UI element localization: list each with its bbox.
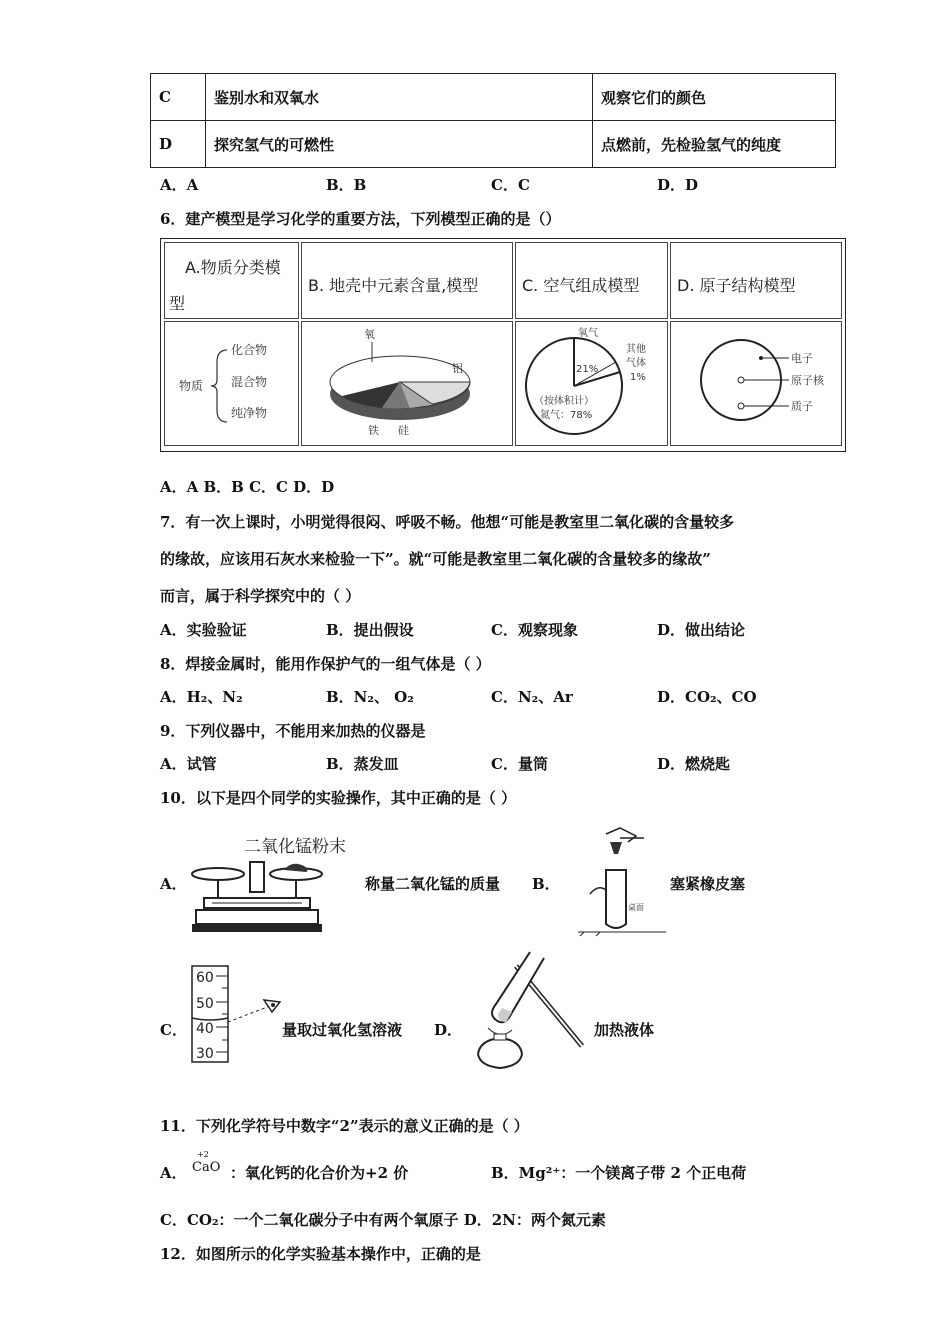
test-tube-stopper-icon	[576, 824, 668, 938]
q10-option-c-text: 量取过氧化氢溶液	[282, 1021, 403, 1039]
q6-model-table	[160, 238, 846, 452]
air-oxygen-pct: 21%	[576, 364, 599, 375]
crust-label-aluminum: 铝	[452, 362, 463, 375]
class-item-3: 纯净物	[231, 406, 268, 420]
q10-stem: 10．以下是四个同学的实验操作，其中正确的是（ ）	[160, 789, 517, 807]
q9-option-d[interactable]: D．燃烧匙	[657, 755, 731, 773]
q6-header-b	[301, 242, 513, 319]
cylinder-tick-30: 30	[196, 1046, 214, 1062]
table-row	[151, 121, 836, 168]
table-row	[151, 74, 836, 121]
air-other-pct: 1%	[630, 372, 646, 383]
q10-option-d-letter[interactable]: D．	[434, 1021, 463, 1039]
class-root: 物质	[179, 379, 204, 393]
q7-line2: 的缘故，应该用石灰水来检验一下”。就“可能是教室里二氧化碳的含量较多的缘故”	[160, 550, 711, 568]
q6-header-c	[515, 242, 668, 319]
q6-header-c-text: C. 空气组成模型	[522, 276, 640, 295]
q7-option-d[interactable]: D．做出结论	[657, 621, 746, 639]
atom-label-electron: 电子	[791, 352, 813, 365]
crust-label-iron: 铁	[368, 424, 379, 437]
crust-pie-chart	[302, 322, 512, 445]
q8-option-b[interactable]: B．N₂、 O₂	[326, 688, 414, 706]
q11-stem: 11．下列化学符号中数字“2”表示的意义正确的是（ ）	[160, 1117, 529, 1135]
q6-crust-model	[301, 321, 513, 446]
q6-header-d-text: D. 原子结构模型	[677, 276, 796, 295]
q5-row-d-task: 探究氢气的可燃性	[206, 121, 593, 168]
q5-option-a[interactable]: A．A	[160, 176, 199, 194]
q10-option-c-letter[interactable]: C．	[160, 1021, 187, 1039]
q5-row-d-method: 点燃前，先检验氢气的纯度	[593, 121, 836, 168]
q8-option-d[interactable]: D．CO₂、CO	[657, 688, 757, 706]
q11-option-a-text: ：氧化钙的化合价为+2 价	[230, 1164, 409, 1182]
air-other-label2: 气体	[626, 358, 646, 369]
q10-option-b-text: 塞紧橡皮塞	[670, 875, 746, 893]
class-item-2: 混合物	[231, 375, 268, 389]
q11-option-cd[interactable]: C．CO₂：一个二氧化碳分子中有两个氧原子 D．2N：两个氮元素	[160, 1211, 606, 1229]
q5-table	[150, 73, 836, 168]
air-pie-chart	[516, 322, 667, 445]
q5-row-d-letter: D	[151, 121, 206, 168]
desk-label: 桌面	[628, 903, 644, 912]
q11-option-b[interactable]: B．Mg²⁺：一个镁离子带 2 个正电荷	[491, 1164, 747, 1182]
q10-powder-label: 二氧化锰粉末	[244, 837, 346, 857]
q5-option-b[interactable]: B．B	[326, 176, 367, 194]
q9-option-b[interactable]: B．蒸发皿	[326, 755, 399, 773]
q8-stem: 8．焊接金属时，能用作保护气的一组气体是（ ）	[160, 655, 491, 673]
q9-option-c[interactable]: C．量筒	[491, 755, 548, 773]
q6-atom-model	[670, 321, 842, 446]
q11-option-a-superscript: +2	[197, 1150, 209, 1159]
q6-classification-model	[164, 321, 299, 446]
q6-header-d	[670, 242, 842, 319]
q7-option-a[interactable]: A．实验验证	[160, 621, 247, 639]
q5-row-c-task: 鉴别水和双氧水	[206, 74, 593, 121]
q9-option-a[interactable]: A．试管	[160, 755, 217, 773]
cylinder-tick-60: 60	[196, 970, 214, 986]
q10-option-a-text: 称量二氧化锰的质量	[365, 875, 501, 893]
q5-row-c-letter: C	[151, 74, 206, 121]
q11-option-a-formula: CaO	[192, 1160, 221, 1175]
q10-option-d-text: 加热液体	[594, 1021, 655, 1039]
q7-option-c[interactable]: C．观察现象	[491, 621, 578, 639]
q6-header-a-line1: A.物质分类模	[185, 258, 281, 277]
q7-line3: 而言，属于科学探究中的（ ）	[160, 587, 361, 605]
class-item-1: 化合物	[231, 343, 268, 357]
heating-liquid-icon	[460, 950, 590, 1074]
atom-diagram	[671, 322, 841, 445]
q6-air-model	[515, 321, 668, 446]
air-note: （按体积计）	[534, 396, 594, 407]
q5-option-c[interactable]: C．C	[491, 176, 530, 194]
balance-icon	[188, 852, 328, 936]
cylinder-tick-50: 50	[196, 996, 214, 1012]
air-oxygen-label: 氧气	[578, 328, 598, 339]
q6-header-b-text: B. 地壳中元素含量,模型	[308, 276, 479, 295]
q7-line1: 7．有一次上课时，小明觉得很闷、呼吸不畅。他想“可能是教室里二氧化碳的含量较多	[160, 513, 735, 531]
q11-option-a-letter[interactable]: A．	[160, 1164, 187, 1182]
q9-stem: 9．下列仪器中，不能用来加热的仪器是	[160, 722, 426, 740]
q8-option-c[interactable]: C．N₂、Ar	[491, 688, 573, 706]
q5-option-d[interactable]: D．D	[657, 176, 699, 194]
q12-stem: 12．如图所示的化学实验基本操作中，正确的是	[160, 1245, 481, 1263]
air-nitrogen: 氮气：78%	[540, 410, 593, 421]
q8-option-a[interactable]: A．H₂、N₂	[160, 688, 243, 706]
cylinder-tick-40: 40	[196, 1021, 214, 1037]
atom-label-nucleus: 原子核	[791, 374, 824, 387]
atom-label-proton: 质子	[791, 400, 813, 413]
crust-label-oxygen: 氧	[364, 328, 375, 341]
classification-diagram	[165, 322, 298, 445]
q7-option-b[interactable]: B．提出假设	[326, 621, 414, 639]
crust-label-silicon: 硅	[398, 424, 409, 437]
q5-row-c-method: 观察它们的颜色	[593, 74, 836, 121]
q6-header-a	[164, 242, 299, 319]
q6-header-a-line2: 型	[169, 294, 186, 313]
q10-option-b-letter[interactable]: B．	[532, 875, 560, 893]
q6-stem: 6．建产模型是学习化学的重要方法，下列模型正确的是（）	[160, 210, 561, 228]
q6-options[interactable]: A．A B．B C．C D．D	[160, 478, 335, 496]
air-other-label: 其他	[626, 344, 646, 355]
brace-icon	[211, 350, 227, 422]
graduated-cylinder-icon	[186, 964, 286, 1064]
q10-option-a-letter[interactable]: A．	[160, 875, 187, 893]
